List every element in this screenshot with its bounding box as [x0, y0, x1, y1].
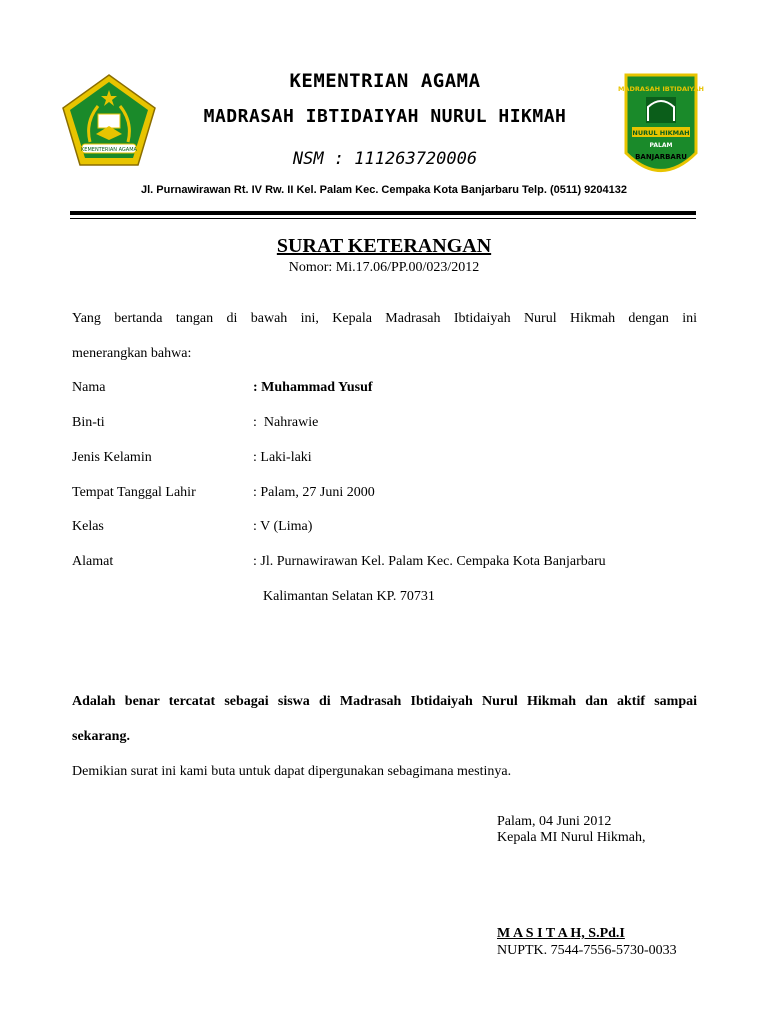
field-value-class: : V (Lima)	[253, 519, 313, 534]
document-number: Nomor: Mi.17.06/PP.00/023/2012	[288, 260, 480, 275]
field-label-binti: Bin-ti	[72, 415, 105, 430]
document-title: SURAT KETERANGAN	[276, 235, 492, 257]
field-label-class: Kelas	[72, 519, 104, 534]
nsm-number: NSM : 111263720006	[292, 149, 478, 169]
school-name: MADRASAH IBTIDAIYAH NURUL HIKMAH	[203, 106, 567, 127]
school-logo-banner: NURUL HIKMAH	[632, 129, 690, 137]
signature-name: M A S I T A H, S.Pd.I	[497, 926, 625, 941]
signature-nuptk: NUPTK. 7544-7556-5730-0033	[497, 943, 677, 958]
field-label-birth: Tempat Tanggal Lahir	[72, 485, 196, 500]
school-logo-place: PALAM	[649, 142, 673, 149]
kemenag-logo	[60, 72, 158, 168]
field-value-birth: : Palam, 27 Juni 2000	[253, 485, 375, 500]
school-address: Jl. Purnawirawan Rt. IV Rw. II Kel. Palam Kec. Cempaka Kota Banjarbaru Telp. (0511) 9204132	[140, 184, 628, 196]
header-rule-thick	[70, 211, 696, 215]
field-value-address-cont: Kalimantan Selatan KP. 70731	[263, 589, 435, 604]
field-value-nama: : Muhammad Yusuf	[253, 380, 373, 395]
field-value-binti: : Nahrawie	[253, 415, 319, 430]
intro-line-2: menerangkan bahwa:	[72, 346, 192, 361]
intro-line-1: Yang bertanda tangan di bawah ini, Kepala Madrasah Ibtidaiyah Nurul Hikmah dengan ini	[72, 311, 697, 326]
field-label-gender: Jenis Kelamin	[72, 450, 152, 465]
ministry-name: KEMENTRIAN AGAMA	[289, 70, 481, 92]
field-value-gender: : Laki-laki	[253, 450, 312, 465]
header-rule-thin	[70, 218, 696, 219]
statement-line-1: Adalah benar tercatat sebagai siswa di Madrasah Ibtidaiyah Nurul Hikmah dan aktif sampai	[72, 694, 697, 709]
kemenag-badge-text: KEMENTERIAN AGAMA	[81, 147, 137, 153]
school-logo-title: MADRASAH IBTIDAIYAH	[618, 85, 704, 93]
statement-line-2: sekarang.	[72, 729, 130, 744]
field-label-nama: Nama	[72, 380, 106, 395]
signature-place-date: Palam, 04 Juni 2012	[497, 814, 612, 829]
field-label-address: Alamat	[72, 554, 114, 569]
school-logo-city: BANJARBARU	[635, 153, 687, 161]
closing-text: Demikian surat ini kami buta untuk dapat dipergunakan sebagimana mestinya.	[72, 764, 512, 779]
signature-position: Kepala MI Nurul Hikmah,	[497, 830, 646, 845]
school-logo	[618, 73, 704, 188]
field-value-address: : Jl. Purnawirawan Kel. Palam Kec. Cempaka Kota Banjarbaru	[253, 554, 606, 569]
